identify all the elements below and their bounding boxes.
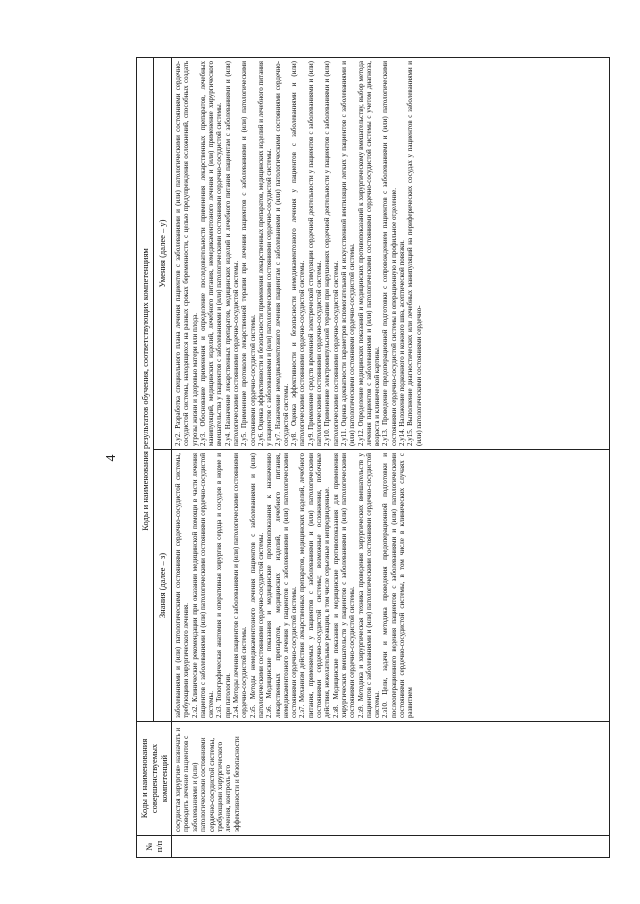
- header-knowledge: Знания (далее – з): [153, 450, 171, 722]
- knowledge-item: 2.з2. Клинические рекомендации при оказании медицинской помощи в части лечения пациентов с заболеваниями и (или) патологическими состояниями сердечно-сосудистой системы.: [190, 453, 216, 718]
- header-number: № п/п: [137, 836, 172, 858]
- skill-item: 2.у3. Обоснование применения и определение последовательности применения лекарственных препаратов, лечебных манипуляций, медицинских изделий, лечебного питания, немедикаментозного лечения и (или) применение хирургического вмешательства у пациентов с заболеваниями и (или) патологическими состояниями сердечно-сосудистой системы.: [198, 60, 224, 446]
- skill-item: 2.у7. Назначение немедикаментозного лечения пациентам с заболеваниями и (или) патологическими состояниями сердечно-сосудистой системы.: [273, 60, 290, 446]
- knowledge-item: 2.з4. Методы лечения пациентов с заболеваниями и (или) патологическими состояниями сердечно-сосудистой системы.: [232, 453, 249, 718]
- knowledge-item: 2.з6. Медицинские показания и медицинские противопоказания к назначению лекарственных препаратов, медицинских изделий, лечебного питания, немедикаментозного лечения у пациентов с заболеваниями и (или) патологическими состояниями сердечно-сосудистой системы.: [265, 453, 299, 718]
- skill-item: 2.у9. Применение средств временной электрической стимуляции сердечной деятельности у пациентов с заболеваниями и (или) патологическими состояниями сердечно-сосудистой системы.: [306, 60, 324, 446]
- knowledge-item: 2.з9. Методика и хирургическая техника проведения хирургических вмешательств у пациентов с заболеваниями и (или) патологическими состояниями сердечно-сосудистой системы.: [356, 453, 382, 718]
- skill-item: 2.у5. Применение протоколов лекарственной терапии при лечении пациентов с заболеваниями и (или) патологическими состояниями сердечно-сосудистой системы.: [240, 60, 257, 446]
- knowledge-item: 2.з5. Методы немедикаментозного лечения пациентов с заболеваниями и (или) патологическими состояниями сердечно-сосудистой системы.: [248, 453, 265, 718]
- rotated-content: [78, 58, 610, 858]
- row-number: [172, 836, 610, 858]
- header-competency-codes: Коды и наименования совершенствуемых компетенций: [137, 722, 172, 836]
- knowledge-item: заболеваниями и (или) патологическими состояниями сердечно-сосудистой системы, требующими хирургического лечения.: [174, 453, 191, 718]
- skill-item: 2.у13. Проведение предоперационной подготовки с сопровождением пациентов с заболеваниями и (или) патологическими состояниями сердечно-сосудистой системы в операционную и профильное отделение.: [381, 60, 398, 446]
- skill-item: 2.у6. Оценка эффективности и безопасности применения лекарственных препаратов, медицинских изделий и лечебного питания у пациентов с заболеваниями и (или) патологическими состояниями сердечно-сосудистой системы.: [256, 60, 274, 446]
- table-row: [172, 57, 610, 857]
- skill-item: 2.у15. Выполнение диагностических или лечебных манипуляций на периферических сосудах у пациентов с заболеваниями и (или) патологическими состояниями сердечно-: [406, 60, 423, 446]
- skill-item: 2.у2. Разработка специального плана лечения пациентов с заболеваниями и (или) патологическими состояниями сердечно-сосудистой системы, находящихся на разных сроках беременности, с целью предупреждения осложнений, способных создать угрозы жизни и здоровью матери или плода.: [174, 60, 199, 446]
- skill-item: 2.у8. Оценка эффективности и безопасности немедикаментозного лечения у пациентов с заболеваниями и (или) патологическими состояниями сердечно-сосудистой системы.: [290, 60, 307, 446]
- header-skills: Умения (далее – у): [153, 57, 171, 449]
- skill-item: 2.у11. Оценка адекватности параметров вспомогательной и искусственной вентиляции легких у пациентов с заболеваниями и (или) патологическими состояниями сердечно-сосудистой системы.: [339, 60, 357, 446]
- knowledge-item: 2.з10. Цели, задачи и методика проведения предоперационной подготовки и послеоперационного ведения пациентов с заболеваниями и (или) патологическими состояниями сердечно-сосудистой системы, в том числе в клинических случаях с развитием: [381, 453, 415, 718]
- knowledge-cell: [172, 450, 610, 722]
- header-learning-results: Коды и наименования результатов обучения, соответствующих компетенциям: [137, 57, 154, 721]
- skill-item: 2.у4. Назначение лекарственных препаратов, медицинских изделий и лечебного питания пациентам с заболеваниями и (или) патологическими состояниями сердечно-сосудистой системы.: [223, 60, 241, 446]
- skill-item: 2.у14. Наложение подкожного и кожного шва, асептической повязки.: [398, 240, 407, 446]
- skill-item: 2.у12. Определение медицинских показаний и медицинских противопоказаний к хирургическому вмешательству, выбор метода лечения пациентов с заболеваниями и (или) патологическими состояниями сердечно-сосудистой системы с учетом диагноза, возраста и клинической картины.: [356, 60, 382, 446]
- knowledge-item: 2.з8. Медицинские показания и медицинские противопоказания для применения хирургических вмешательств у пациентов с заболеваниями и (или) патологическими состояниями сердечно-сосудистой системы.: [331, 453, 357, 718]
- knowledge-item: 2.з7. Механизм действия лекарственных препаратов, медицинских изделий, лечебного питания, применяемых у пациентов с заболеваниями и (или) патологическими состояниями сердечно-сосудистой системы; возможные осложнения, побочные действия, нежелательные реакции, в том числе серьезные и непредвиденные.: [298, 453, 332, 718]
- page-number: 4: [104, 454, 119, 462]
- skill-item: 2.у10. Применение электроимпульсной терапии при нарушениях сердечной деятельности у пациентов с заболеваниями и (или) патологическими состояниями сердечно-сосудистой системы.: [323, 60, 340, 446]
- competency-cell: сосудистая хирургия» назначать и проводить лечение пациентов с заболеваниями и (или) патологическими состояниями сердечно-сосудистой системы, требующими хирургического лечения, контроль его эффективности и безопасности: [172, 722, 610, 836]
- knowledge-item: 2.з3. Топографическая анатомия и оперативная хирургия сердца и сосудов в норме и при патологии.: [215, 453, 232, 718]
- skills-cell: [172, 57, 610, 449]
- competency-table: [136, 57, 610, 858]
